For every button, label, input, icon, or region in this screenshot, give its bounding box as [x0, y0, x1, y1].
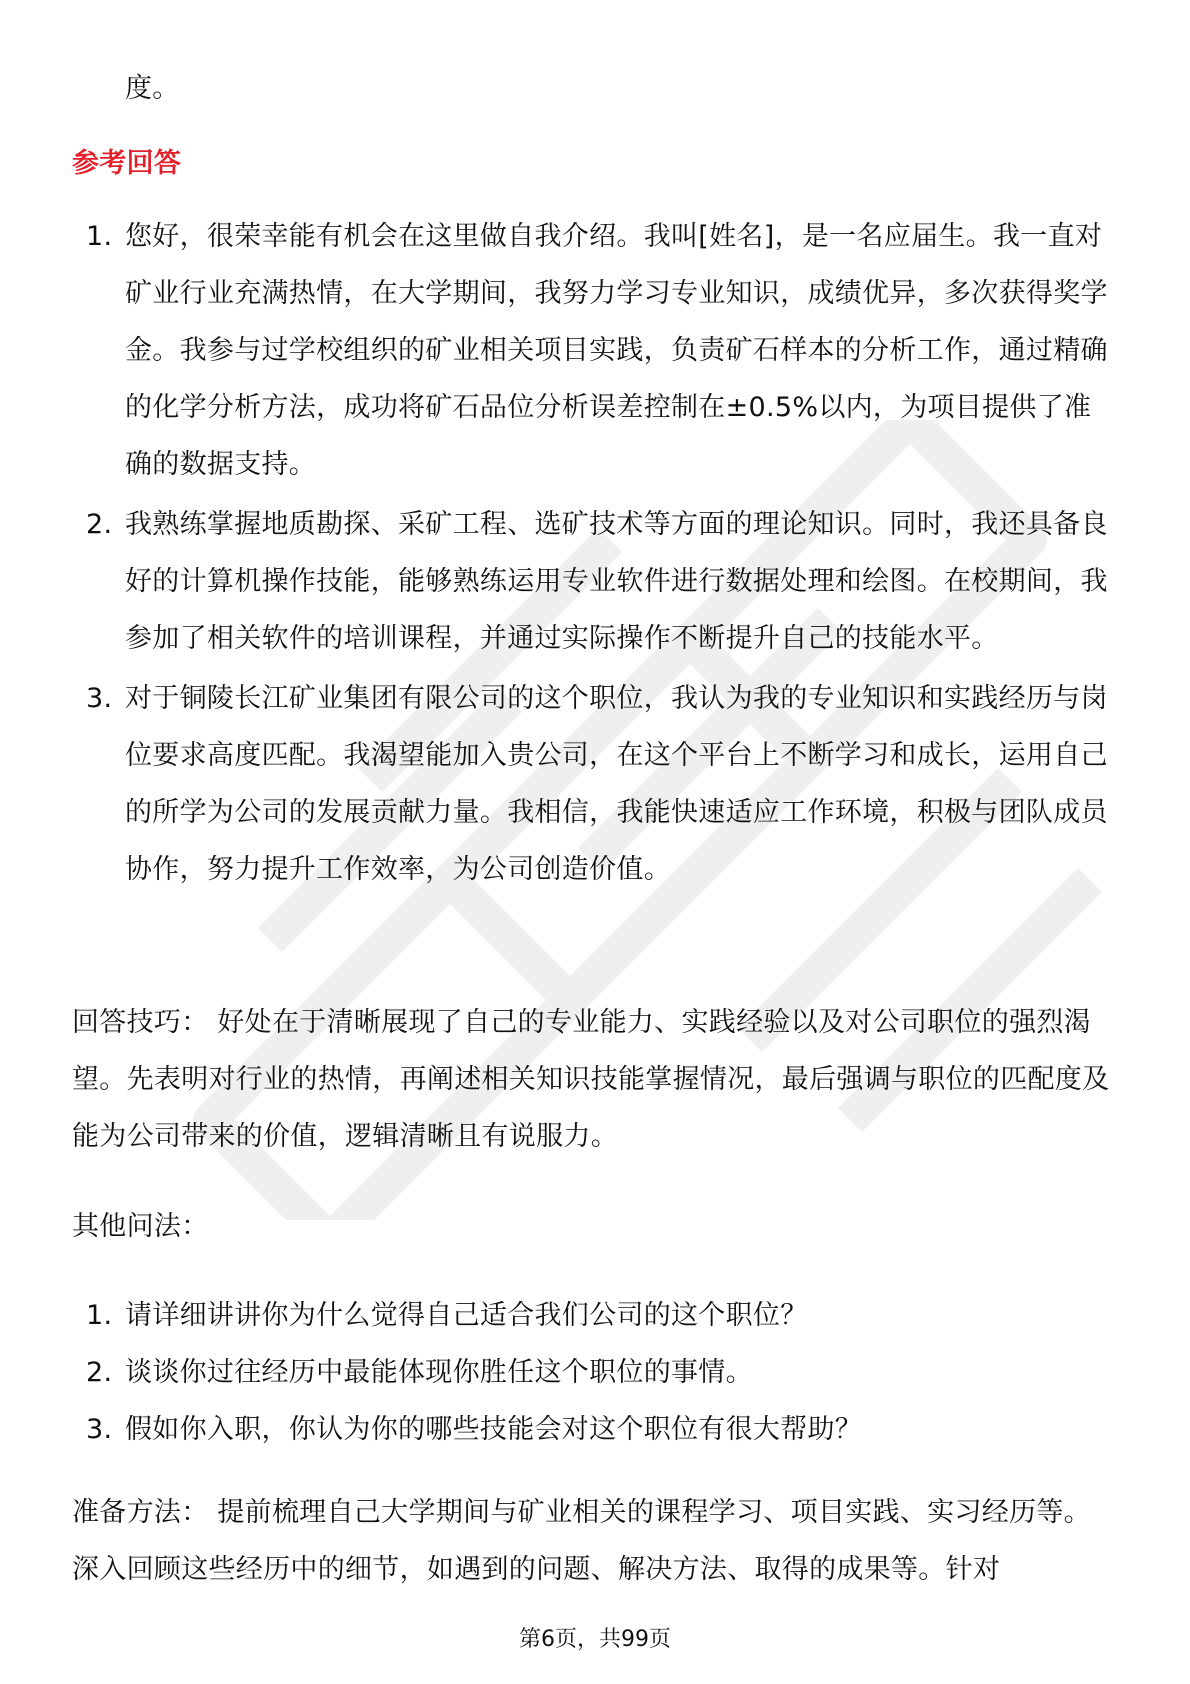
list-item-text: 谈谈你过往经历中最能体现你胜任这个职位的事情。 [125, 1357, 753, 1388]
preparation-paragraph: 准备方法： 提前梳理自己大学期间与矿业相关的课程学习、项目实践、实习经历等。深入回顾这些经历中的细节，如遇到的问题、解决方法、取得的成果等。针对 [72, 1497, 1091, 1585]
list-item [72, 670, 1117, 898]
list-item-text: 对于铜陵长江矿业集团有限公司的这个职位，我认为我的专业知识和实践经历与岗位要求高度匹配。我渴望能加入贵公司，在这个平台上不断学习和成长，运用自己的所学为公司的发展贡献力量。我相信，我能快速适应工作环境，积极与团队成员协作，努力提升工作效率，为公司创造价值。 [125, 683, 1108, 885]
list-item [72, 496, 1117, 667]
list-item-text: 假如你入职，你认为你的哪些技能会对这个职位有很大帮助？ [125, 1414, 863, 1445]
list-item [72, 1287, 1117, 1344]
list-number: 3. [86, 683, 113, 714]
list-item [72, 208, 1117, 493]
list-item-text: 我熟练掌握地质勘探、采矿工程、选矿技术等方面的理论知识。同时，我还具备良好的计算机操作技能，能够熟练运用专业软件进行数据处理和绘图。在校期间，我参加了相关软件的培训课程，并通过实际操作不断提升自己的技能水平。 [125, 509, 1108, 654]
page-number-footer: 第6页，共99页 [519, 1627, 671, 1652]
list-item [72, 1401, 1117, 1458]
list-number: 3. [86, 1414, 113, 1445]
list-number: 1. [86, 1300, 113, 1331]
list-item-text: 您好，很荣幸能有机会在这里做自我介绍。我叫[姓名]，是一名应届生。我一直对矿业行业充满热情，在大学期间，我努力学习专业知识，成绩优异，多次获得奖学金。我参与过学校组织的矿业相关项目实践，负责矿石样本的分析工作，通过精确的化学分析方法，成功将矿石品位分析误差控制在±0.5%以内，为项目提供了准确的数据支持。 [125, 221, 1108, 480]
answer-tip-paragraph: 回答技巧： 好处在于清晰展现了自己的专业能力、实践经验以及对公司职位的强烈渴望。先表明对行业的热情，再阐述相关知识技能掌握情况，最后强调与职位的匹配度及能为公司带来的价值，逻辑清晰且有说服力。 [72, 1007, 1110, 1152]
answer-list [72, 208, 1117, 901]
other-questions-list [72, 1287, 1117, 1458]
other-questions-label: 其他问法： [72, 1211, 209, 1242]
list-item-text: 请详细讲讲你为什么觉得自己适合我们公司的这个职位？ [125, 1300, 808, 1331]
section-heading: 参考回答 [72, 148, 182, 179]
list-number: 2. [86, 1357, 113, 1388]
list-number: 1. [86, 221, 113, 252]
list-item [72, 1344, 1117, 1401]
continuation-text: 度。 [125, 73, 180, 104]
list-number: 2. [86, 509, 113, 540]
